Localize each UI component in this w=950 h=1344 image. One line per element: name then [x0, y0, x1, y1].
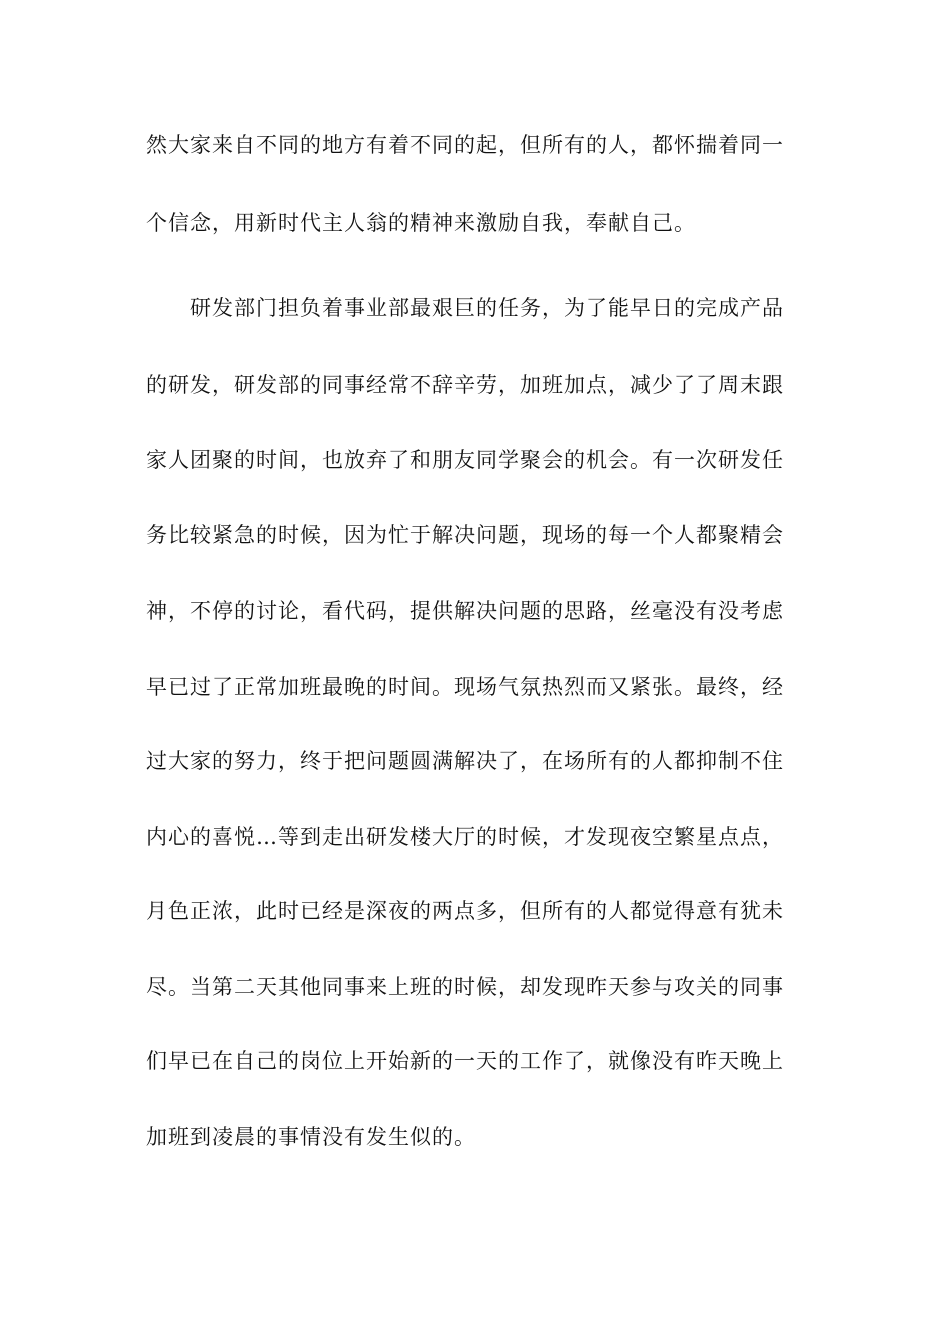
- text-line: 内心的喜悦…等到走出研发楼大厅的时候，才发现夜空繁星点点，: [146, 825, 784, 849]
- text-line: 过大家的努力，终于把问题圆满解决了，在场所有的人都抑制不住: [146, 749, 784, 773]
- text-line: 们早已在自己的岗位上开始新的一天的工作了，就像没有昨天晚上: [146, 1049, 784, 1073]
- text-line: 的研发，研发部的同事经常不辞辛劳，加班加点，减少了了周末跟: [146, 373, 784, 397]
- text-line: 月色正浓，此时已经是深夜的两点多，但所有的人都觉得意有犹未: [146, 899, 784, 923]
- text-line: 务比较紧急的时候，因为忙于解决问题，现场的每一个人都聚精会: [146, 523, 784, 547]
- text-line: 早已过了正常加班最晚的时间。现场气氛热烈而又紧张。最终，经: [146, 675, 784, 699]
- paragraph-first-line: 研发部门担负着事业部最艰巨的任务，为了能早日的完成产品: [190, 296, 784, 320]
- text-line: 个信念，用新时代主人翁的精神来激励自我，奉献自己。: [146, 211, 696, 235]
- text-line: 加班到凌晨的事情没有发生似的。: [146, 1125, 476, 1149]
- text-line: 然大家来自不同的地方有着不同的起，但所有的人，都怀揣着同一: [146, 133, 784, 157]
- text-line: 神，不停的讨论，看代码，提供解决问题的思路，丝毫没有没考虑: [146, 599, 784, 623]
- text-line: 尽。当第二天其他同事来上班的时候，却发现昨天参与攻关的同事: [146, 975, 784, 999]
- text-line: 家人团聚的时间，也放弃了和朋友同学聚会的机会。有一次研发任: [146, 448, 784, 472]
